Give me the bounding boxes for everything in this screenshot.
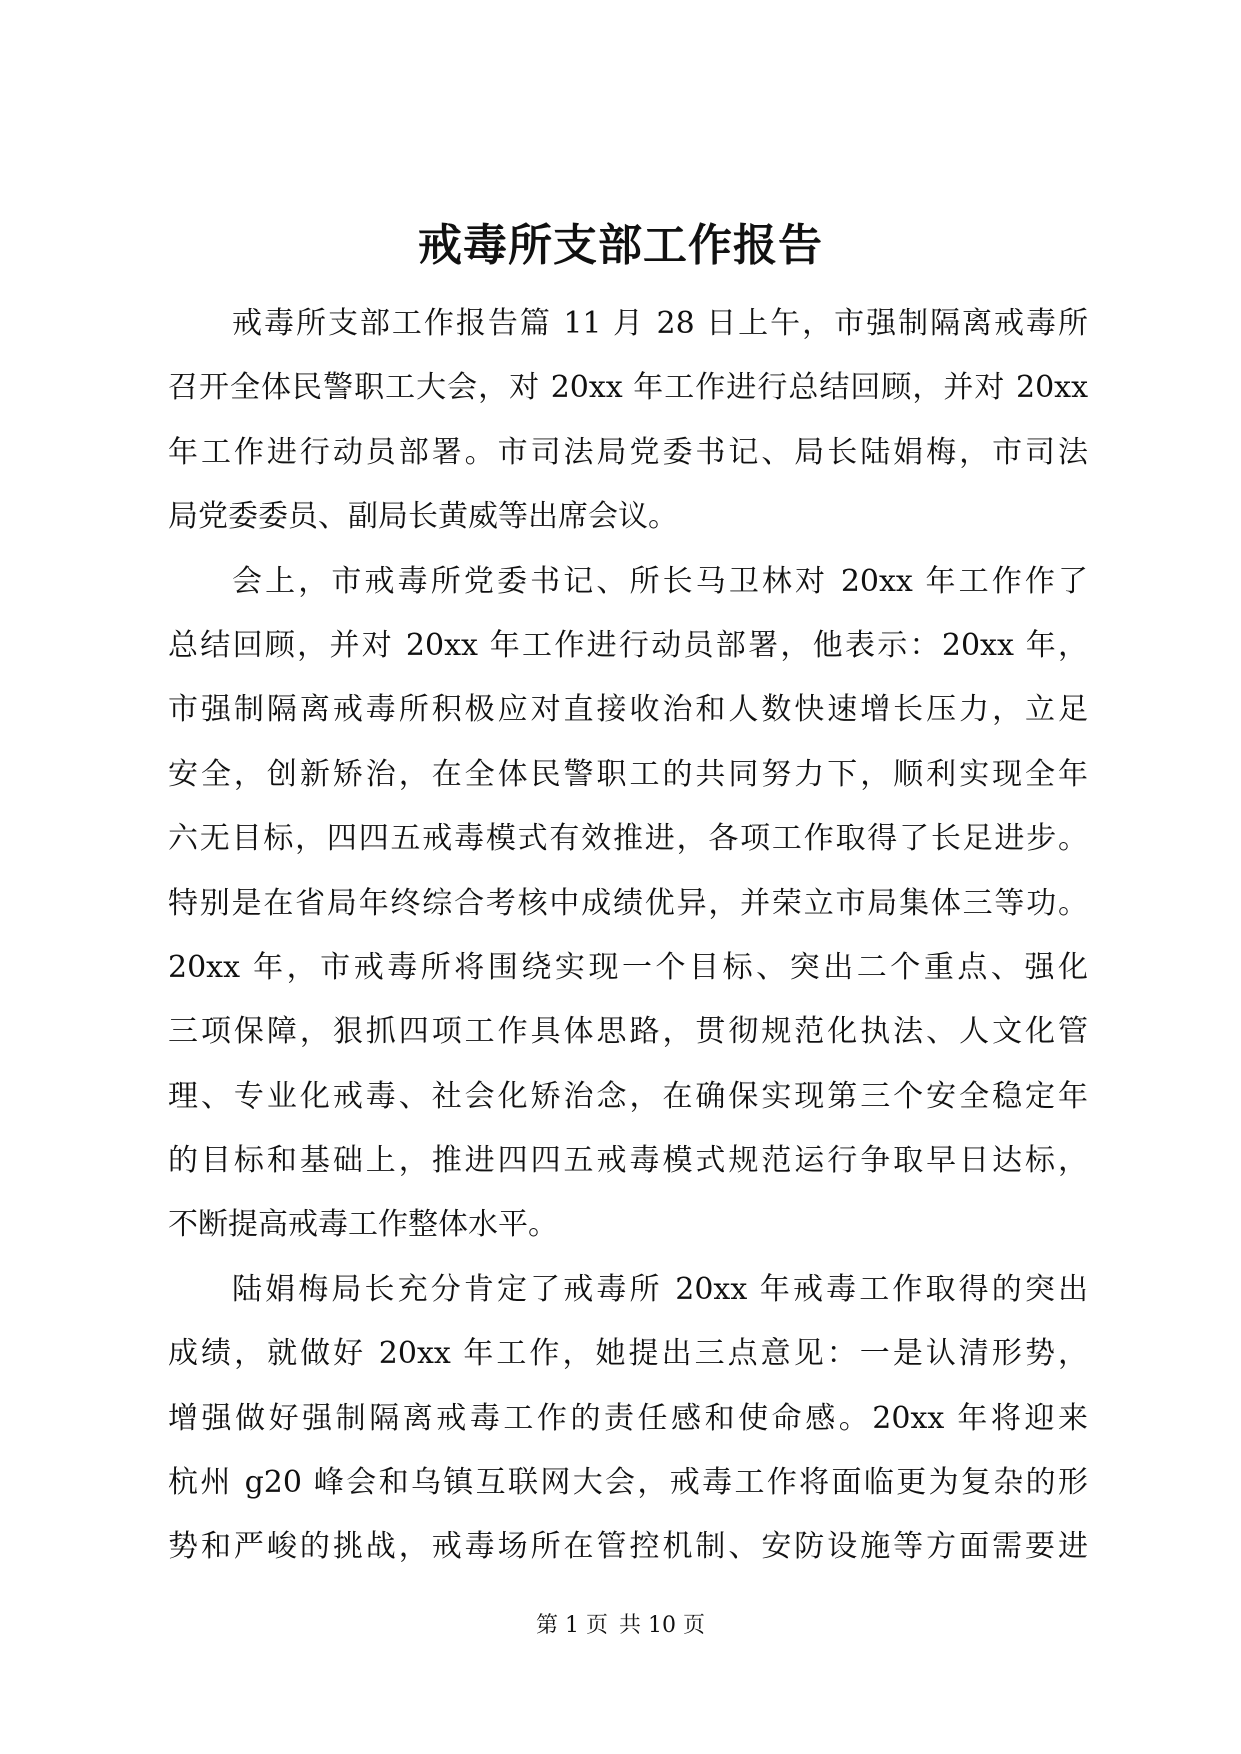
paragraph-line: 陆娟梅局长充分肯定了戒毒所 20xx 年戒毒工作取得的突出 [232, 1271, 1088, 1307]
total-pages: 共 10 页 [619, 1613, 705, 1638]
page-footer [0, 1611, 1241, 1641]
paragraph-line: 20xx 年，市戒毒所将围绕实现一个目标、突出二个重点、强化 [168, 949, 1088, 985]
paragraph-line: 理、专业化戒毒、社会化矫治念，在确保实现第三个安全稳定年 [168, 1078, 1088, 1114]
paragraph-line: 戒毒所支部工作报告篇 11 月 28 日上午，市强制隔离戒毒所 [232, 306, 1088, 341]
paragraph-line: 势和严峻的挑战，戒毒场所在管控机制、安防设施等方面需要进 [168, 1529, 1088, 1565]
paragraph-line: 年工作进行动员部署。市司法局党委书记、局长陆娟梅，市司法 [168, 434, 1088, 470]
paragraph-line: 安全，创新矫治，在全体民警职工的共同努力下，顺利实现全年 [168, 756, 1088, 792]
paragraph-line: 三项保障，狠抓四项工作具体思路，贯彻规范化执法、人文化管 [168, 1014, 1088, 1050]
paragraph-line: 成绩，就做好 20xx 年工作，她提出三点意见：一是认清形势， [168, 1336, 1088, 1372]
document-title: 戒毒所支部工作报告 [418, 220, 823, 271]
paragraph-line: 召开全体民警职工大会，对 20xx 年工作进行总结回顾，并对 20xx [168, 370, 1088, 406]
paragraph-line: 总结回顾，并对 20xx 年工作进行动员部署，他表示：20xx 年， [168, 627, 1088, 663]
page-number: 第 1 页 [536, 1613, 608, 1638]
paragraph-line: 市强制隔离戒毒所积极应对直接收治和人数快速增长压力，立足 [168, 692, 1088, 728]
paragraph-line: 特别是在省局年终综合考核中成绩优异，并荣立市局集体三等功。 [168, 885, 1088, 921]
paragraph-line: 不断提高戒毒工作整体水平。 [168, 1207, 558, 1243]
paragraph-line: 的目标和基础上，推进四四五戒毒模式规范运行争取早日达标， [168, 1143, 1088, 1179]
paragraph-line: 六无目标，四四五戒毒模式有效推进，各项工作取得了长足进步。 [168, 821, 1088, 857]
paragraph-line: 会上，市戒毒所党委书记、所长马卫林对 20xx 年工作作了 [232, 563, 1088, 599]
paragraph-line: 增强做好强制隔离戒毒工作的责任感和使命感。20xx 年将迎来 [168, 1400, 1088, 1436]
document-body [168, 292, 1088, 1580]
paragraph-line: 局党委委员、副局长黄威等出席会议。 [168, 499, 678, 535]
paragraph-line: 杭州 g20 峰会和乌镇互联网大会，戒毒工作将面临更为复杂的形 [168, 1465, 1088, 1501]
